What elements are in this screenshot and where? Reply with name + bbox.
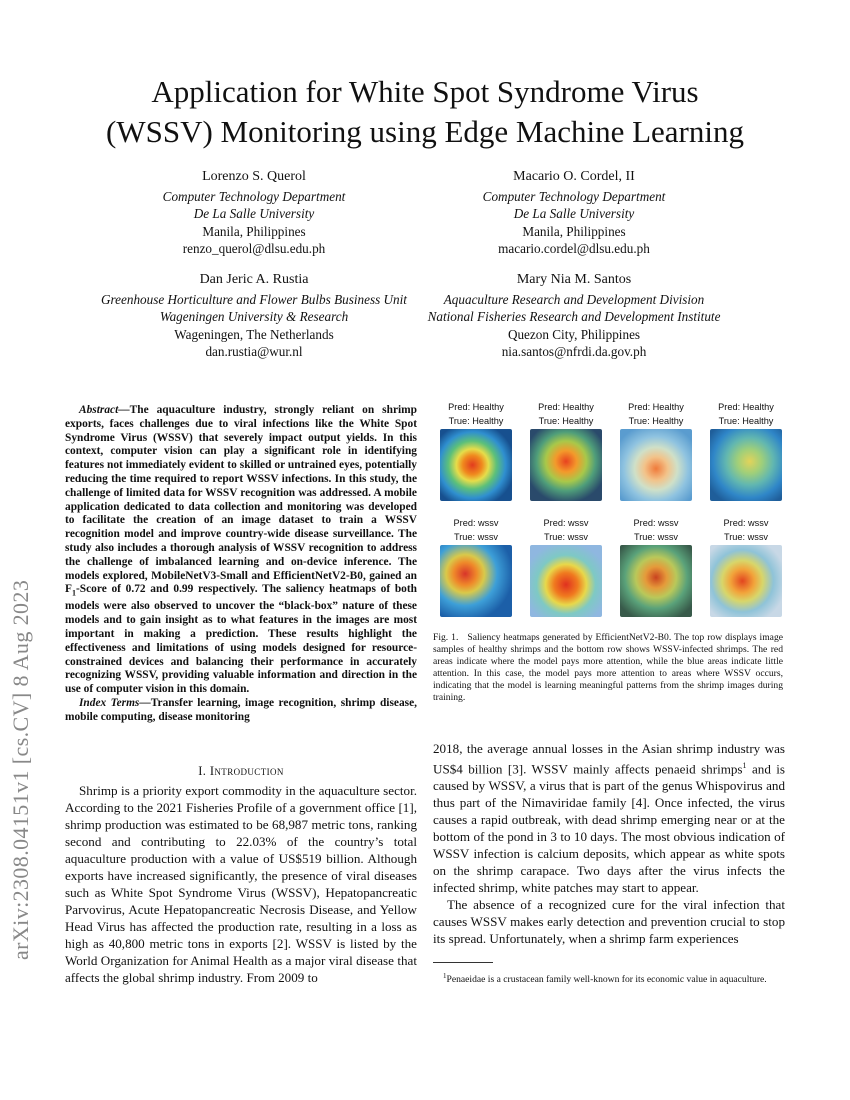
right-column-text xyxy=(433,740,785,947)
abstract-label: Abstract— xyxy=(79,404,130,416)
title-line-1: Application for White Spot Syndrome Virus xyxy=(151,74,699,109)
author-dept: Greenhouse Horticulture and Flower Bulbs Business Unit xyxy=(101,292,407,308)
author-email: dan.rustia@wur.nl xyxy=(205,343,303,359)
author-name: Dan Jeric A. Rustia xyxy=(199,272,309,287)
author-location: Quezon City, Philippines xyxy=(507,326,641,342)
author-email: macario.cordel@dlsu.edu.ph xyxy=(498,240,650,256)
abstract-text-cont: -Score of 0.72 and 0.99 respectively. The saliency heatmaps of both models were also observed to uncover the “black-box” nature of these models and to gain insight as to what features in the images are most important in making a prediction. These results highlight the effectiveness and limitations of using models designed for resource-constrained devices and balancing their performance in accurately recognizing WSSV, providing valuable information and direction in the use of computer vision in this domain. xyxy=(65,583,417,696)
paragraph-2: The absence of a recognized cure for the viral infection that causes WSSV makes early detection and prevention crucial to stop its spread. Unfortunately, when a shrimp farm experiences xyxy=(433,897,785,947)
figure-cell-healthy-4 xyxy=(710,400,782,501)
pred-label: Pred: Healthy xyxy=(628,402,684,412)
author-block-3 xyxy=(74,271,434,360)
author-location: Wageningen, The Netherlands xyxy=(174,326,334,342)
footnote-mark: 1 xyxy=(443,972,447,980)
author-dept: Computer Technology Department xyxy=(162,189,346,205)
arxiv-stamp: arXiv:2308.04151v1 [cs.CV] 8 Aug 2023 xyxy=(8,579,33,960)
caption-text: Saliency heatmaps generated by EfficientNetV2-B0. The top row displays image samples of healthy shrimps and the bottom row shows WSSV-infected shrimps. The red areas indicate where the model pays more attention, while the blue areas indicate little attention. In this case, the model pays more attention to areas where WSSV occurs, indicating that the model is learning meaningful patterns from the shrimp images during training. xyxy=(433,632,783,704)
index-terms xyxy=(65,697,417,725)
figure-1 xyxy=(440,400,790,632)
author-org: National Fisheries Research and Development Institute xyxy=(427,309,721,325)
section-heading-introduction xyxy=(65,764,417,779)
abstract-block xyxy=(65,404,417,725)
figure-cell-healthy-1 xyxy=(440,400,512,501)
saliency-heatmap-image xyxy=(620,545,692,617)
footnote-ref: 1 xyxy=(742,761,747,770)
figure-cell-healthy-3 xyxy=(620,400,692,501)
true-label: True: Healthy xyxy=(448,416,504,426)
index-terms-text: Transfer learning, image recognition, shrimp disease, mobile computing, disease monitoring xyxy=(65,697,417,723)
figure-cell-wssv-1 xyxy=(440,516,512,617)
author-name: Mary Nia M. Santos xyxy=(516,272,632,287)
true-label: True: Healthy xyxy=(628,416,684,426)
footnote-text: Penaeidae is a crustacean family well-known for its economic value in aquaculture. xyxy=(446,974,767,986)
author-location: Manila, Philippines xyxy=(202,223,306,239)
figure-cell-wssv-2 xyxy=(530,516,602,617)
index-terms-label: Index Terms— xyxy=(79,697,151,710)
footnote xyxy=(433,970,785,986)
paragraph-text: 2018, the average annual losses in the Asian shrimp industry was US$4 billion [3]. WSSV mainly affects penaeid shrimps xyxy=(433,741,785,777)
pred-label: Pred: wssv xyxy=(633,518,679,528)
saliency-heatmap-image xyxy=(710,545,782,617)
saliency-heatmap-image xyxy=(440,545,512,617)
section-title: Introduction xyxy=(209,764,284,778)
author-dept: Aquaculture Research and Development Division xyxy=(443,292,705,308)
pred-label: Pred: Healthy xyxy=(448,402,504,412)
author-name: Macario O. Cordel, II xyxy=(513,169,635,184)
author-name: Lorenzo S. Querol xyxy=(202,169,306,184)
abstract-text: The aquaculture industry, strongly reliant on shrimp exports, faces challenges due to viral infections like the White Spot Syndrome Virus (WSSV) that severely impact output yields. In this context, computer vision can play a significant role in identifying features not immediately evident to skilled or untrained eyes, potentially reducing the time required to report WSSV infections. In this study, the challenge of limited data for WSSV recognition was addressed. A mobile application dedicated to data collection and monitoring was developed to facilitate the creation of an image dataset to train a WSSV recognition model and improve country-wide disease surveillance. The study also includes a thorough analysis of WSSV recognition to address the challenge of imbalanced learning and on-device inference. The models explored, MobileNetV3-Small and EfficientNetV2-B0, gained an F xyxy=(65,404,417,596)
true-label: True: Healthy xyxy=(538,416,594,426)
saliency-heatmap-image xyxy=(710,429,782,501)
saliency-heatmap-image xyxy=(620,429,692,501)
intro-paragraph-block xyxy=(65,782,417,986)
section-number: I. xyxy=(198,764,210,778)
figure-cell-wssv-3 xyxy=(620,516,692,617)
author-email: renzo_querol@dlsu.edu.ph xyxy=(182,240,326,256)
abstract-subscript: 1 xyxy=(71,588,76,598)
paper-title xyxy=(0,72,850,152)
true-label: True: wssv xyxy=(723,532,769,542)
saliency-heatmap-image xyxy=(530,429,602,501)
pred-label: Pred: wssv xyxy=(543,518,589,528)
figure-cell-wssv-4 xyxy=(710,516,782,617)
figure-1-caption xyxy=(433,632,783,705)
figure-cell-healthy-2 xyxy=(530,400,602,501)
author-block-4 xyxy=(394,271,754,360)
author-org: De La Salle University xyxy=(193,206,315,222)
author-location: Manila, Philippines xyxy=(522,223,626,239)
title-line-2: (WSSV) Monitoring using Edge Machine Learning xyxy=(106,114,744,149)
saliency-heatmap-image xyxy=(440,429,512,501)
paragraph-text-cont: and is caused by WSSV, a virus that is part of the genus Whispovirus and thus part of the Nimaviridae family [4]. Once infected, the virus causes a rapid outbreak, with dead shrimp emerging near or at the bottom of the pond in 3 to 10 days. The most obvious indication of WSSV infection is calcium deposits, which appear as white spots on the shrimp carapace. Two days after the virus infects the infected shrimp, white patches may start to appear. xyxy=(433,761,786,896)
pred-label: Pred: wssv xyxy=(453,518,499,528)
author-org: De La Salle University xyxy=(513,206,635,222)
true-label: True: wssv xyxy=(543,532,589,542)
author-block-1 xyxy=(74,168,434,257)
author-block-2 xyxy=(394,168,754,257)
pred-label: Pred: Healthy xyxy=(718,402,774,412)
abstract xyxy=(65,404,417,697)
footnote-divider xyxy=(433,962,493,963)
continued-paragraph xyxy=(433,740,785,896)
author-org: Wageningen University & Research xyxy=(159,309,349,325)
caption-label: Fig. 1. xyxy=(433,632,459,643)
true-label: True: Healthy xyxy=(718,416,774,426)
pred-label: Pred: wssv xyxy=(723,518,769,528)
saliency-heatmap-image xyxy=(530,545,602,617)
author-email: nia.santos@nfrdi.da.gov.ph xyxy=(501,343,647,359)
intro-paragraph-1: Shrimp is a priority export commodity in the aquaculture sector. According to the 2021 Fisheries Profile of a government office [1], shrimp production was estimated to be 68,987 metric tons, ranking second and contributing to 22.03% of the country’s total aquaculture production with a value of US$519 billion. Although exports have increased significantly, the presence of viral diseases such as White Spot Syndrome Virus (WSSV), Hepatopancreatic Parvovirus, Acute Hepatopancreatic Necrosis Disease, and Yellow Head Virus has affected the production rate, resulting in a loss as high as 40,800 metric tons in exports [2]. WSSV is listed by the World Organization for Animal Health as a major viral disease that affects the global shrimp industry. From 2009 to xyxy=(65,783,417,985)
author-dept: Computer Technology Department xyxy=(482,189,666,205)
true-label: True: wssv xyxy=(453,532,499,542)
true-label: True: wssv xyxy=(633,532,679,542)
pred-label: Pred: Healthy xyxy=(538,402,594,412)
